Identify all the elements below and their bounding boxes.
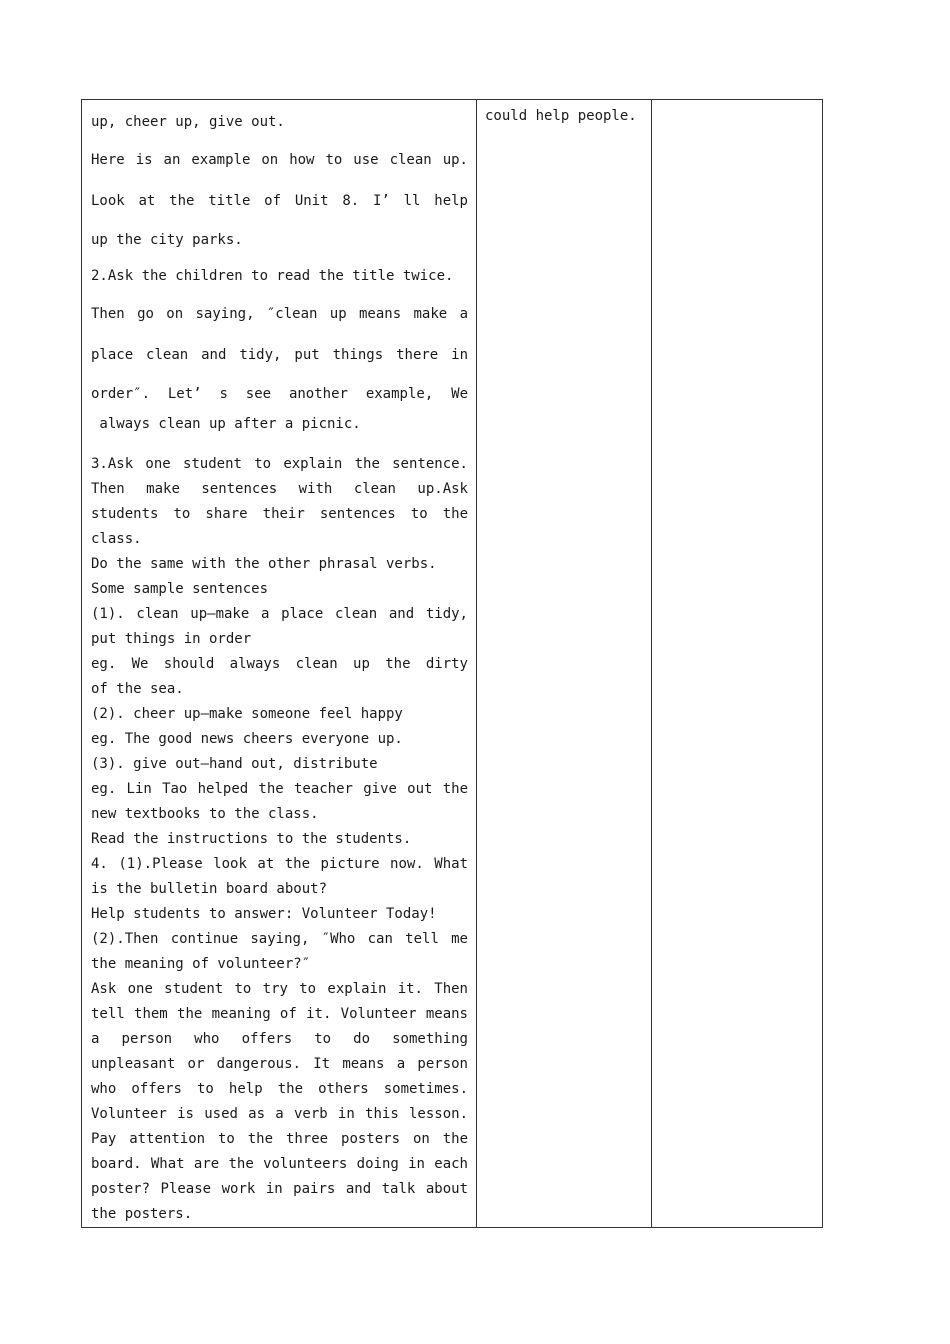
- text-line: class.: [91, 531, 142, 547]
- text-line: of the sea.: [91, 681, 184, 697]
- text-line: (3). give out—hand out, distribute: [91, 756, 378, 772]
- text-line: up, cheer up, give out.: [91, 114, 285, 130]
- text-line: unpleasant or dangerous. It means a person: [91, 1056, 468, 1072]
- text-line: 2.Ask the children to read the title twice.: [91, 268, 454, 284]
- text-line: Then go on saying, ″clean up means make a: [91, 306, 468, 322]
- text-line: board. What are the volunteers doing in each: [91, 1156, 468, 1172]
- text-line: Read the instructions to the students.: [91, 831, 412, 847]
- text-line: a person who offers to do something: [91, 1031, 468, 1047]
- text-line: the meaning of volunteer?″: [91, 956, 311, 972]
- text-line: put things in order: [91, 631, 252, 647]
- text-line: place clean and tidy, put things there in: [91, 347, 468, 363]
- text-line: students to share their sentences to the: [91, 506, 468, 522]
- lesson-plan-table: [81, 99, 823, 1228]
- text-line: Here is an example on how to use clean up.: [91, 152, 468, 168]
- teaching-procedure-text: [82, 100, 476, 1227]
- purpose-text: could help people.: [485, 108, 637, 124]
- text-line: (2).Then continue saying, ″Who can tell me: [91, 931, 468, 947]
- text-line: eg. The good news cheers everyone up.: [91, 731, 403, 747]
- table-row: [82, 100, 823, 1228]
- text-line: who offers to help the others sometimes.: [91, 1081, 468, 1097]
- text-line: poster? Please work in pairs and talk about: [91, 1181, 468, 1197]
- text-line: eg. Lin Tao helped the teacher give out the: [91, 781, 468, 797]
- text-line: eg. We should always clean up the dirty: [91, 656, 468, 672]
- text-line: 4. (1).Please look at the picture now. What: [91, 856, 468, 872]
- text-line: 3.Ask one student to explain the sentence.: [91, 456, 468, 472]
- notes-text: [652, 100, 822, 125]
- notes-cell: [652, 100, 823, 1228]
- text-line: Help students to answer: Volunteer Today!: [91, 906, 437, 922]
- text-line: Some sample sentences: [91, 581, 269, 597]
- text-line: Do the same with the other phrasal verbs.: [91, 556, 437, 572]
- text-line: the posters.: [91, 1206, 193, 1222]
- text-line: up the city parks.: [91, 232, 243, 248]
- text-line: new textbooks to the class.: [91, 806, 319, 822]
- text-line: order″. Let’ s see another example, We: [91, 386, 468, 402]
- text-line: Look at the title of Unit 8. I’ ll help: [91, 193, 468, 209]
- text-line: Volunteer is used as a verb in this lesson.: [91, 1106, 468, 1122]
- text-line: always clean up after a picnic.: [91, 416, 361, 432]
- purpose-cell: [477, 100, 652, 1228]
- text-line: Ask one student to try to explain it. Then: [91, 981, 468, 997]
- text-line: (2). cheer up—make someone feel happy: [91, 706, 403, 722]
- text-line: (1). clean up—make a place clean and tidy,: [91, 606, 468, 622]
- teaching-procedure-cell: [82, 100, 477, 1228]
- text-line: Pay attention to the three posters on the: [91, 1131, 468, 1147]
- text-line: is the bulletin board about?: [91, 881, 328, 897]
- text-line: tell them the meaning of it. Volunteer means: [91, 1006, 468, 1022]
- text-line: Then make sentences with clean up.Ask: [91, 481, 468, 497]
